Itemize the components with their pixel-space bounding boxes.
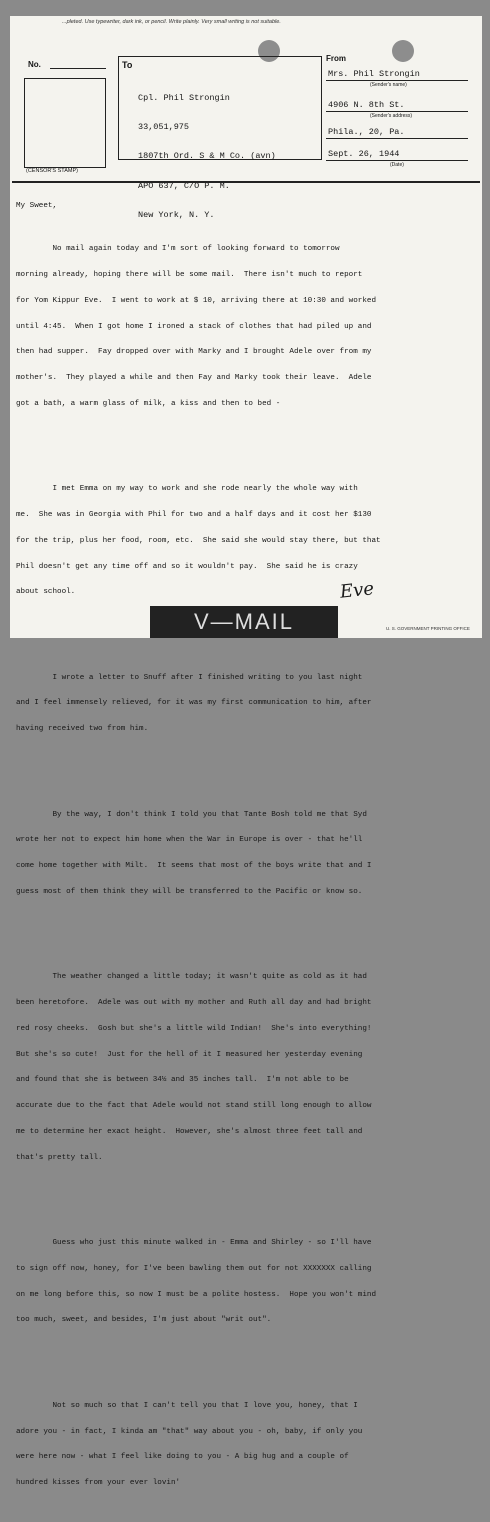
letter-line: on me long before this, so now I must be a polite hostess. Hope you won't mind — [16, 1290, 377, 1299]
form-line — [326, 80, 468, 81]
letter-line: come home together with Milt. It seems that most of the boys write that and I — [16, 862, 372, 871]
form-line — [326, 138, 468, 139]
punch-hole — [392, 40, 414, 62]
sender-address: 4906 N. 8th St. — [328, 100, 405, 110]
letter-line: then had supper. Fay dropped over with Marky and I brought Adele over from my — [16, 348, 372, 357]
letter-line: By the way, I don't think I told you that Tante Bosh told me that Syd — [16, 810, 367, 819]
salutation: My Sweet, — [16, 202, 58, 211]
letter-line: that's pretty tall. — [16, 1153, 103, 1162]
letter-line: red rosy cheeks. Gosh but she's a little wild Indian! She's into everything! — [16, 1024, 372, 1033]
vmail-banner: V—MAIL — [150, 606, 338, 638]
letter-line: I met Emma on my way to work and she rode nearly the whole way with — [16, 485, 358, 494]
letter-line: wrote her not to expect him home when the War in Europe is over - that he'll — [16, 836, 363, 845]
letter-line: No mail again today and I'm sort of looking forward to tomorrow — [16, 245, 340, 254]
letter-line: me. She was in Georgia with Phil for two and a half days and it cost her $130 — [16, 510, 372, 519]
printer-fine-print: U. S. GOVERNMENT PRINTING OFFICE — [386, 626, 470, 631]
address-line: APO 637, C/O P. M. — [138, 180, 230, 191]
letter-line: having received two from him. — [16, 725, 149, 734]
letter-line: hundred kisses from your ever lovin' — [16, 1479, 181, 1488]
letter-line: guess most of them think they will be transferred to the Pacific or know so. — [16, 887, 363, 896]
letter-line: morning already, hoping there will be some mail. There isn't much to report — [16, 270, 363, 279]
letter-line: mother's. They played a while and then Fay and Marky took their leave. Adele — [16, 374, 372, 383]
number-line — [50, 68, 106, 69]
form-line — [326, 111, 468, 112]
letter-line: until 4:45. When I got home I ironed a stack of clothes that had piled up and — [16, 322, 372, 331]
sender-name-caption: (Sender's name) — [370, 82, 407, 88]
letter-body — [16, 185, 480, 1522]
number-label: No. — [28, 60, 41, 69]
address-line: New York, N. Y. — [138, 210, 215, 221]
letter-line: to sign off now, honey, for I've been bawling them out for not XXXXXXX calling — [16, 1264, 372, 1273]
to-label: To — [122, 60, 133, 70]
from-label: From — [326, 54, 346, 63]
censor-stamp-label: (CENSOR'S STAMP) — [26, 168, 78, 174]
censor-stamp-box — [24, 78, 106, 168]
letter-line: been heretofore. Adele was out with my mother and Ruth all day and had bright — [16, 999, 372, 1008]
letter-paragraph — [16, 228, 480, 426]
address-line: 1807th Ord. S & M Co. (avn) — [138, 151, 276, 162]
letter-line: and I feel immensely relieved, for it was my first communication to him, after — [16, 699, 372, 708]
letter-line: Guess who just this minute walked in - Emma and Shirley - so I'll have — [16, 1239, 372, 1248]
letter-line: for Yom Kippur Eve. I went to work at $ 10, arriving there at 10:30 and worked — [16, 296, 377, 305]
letter-paragraph — [16, 1385, 480, 1505]
letter-paragraph — [16, 1222, 480, 1342]
vmail-sheet — [10, 16, 482, 1488]
sender-city: Phila., 20, Pa. — [328, 127, 405, 137]
letter-line: me to determine her exact height. However, she's almost three feet tall and — [16, 1127, 363, 1136]
letter-line: Not so much so that I can't tell you that I love you, honey, that I — [16, 1401, 358, 1410]
letter-line: got a bath, a warm glass of milk, a kiss and then to bed - — [16, 399, 281, 408]
form-line — [326, 160, 468, 161]
letter-paragraph — [16, 793, 480, 913]
letter-line: and found that she is between 34½ and 35 inches tall. I'm not able to be — [16, 1076, 349, 1085]
letter-line: too much, sweet, and besides, I'm just about "writ out". — [16, 1316, 272, 1325]
letter-line: Phil doesn't get any time off and so it wouldn't pay. She said he is crazy — [16, 562, 358, 571]
sender-address-caption: (Sender's address) — [370, 113, 413, 119]
letter-line: about school. — [16, 588, 76, 597]
date-caption: (Date) — [390, 162, 404, 168]
header-divider — [12, 181, 480, 183]
sender-name: Mrs. Phil Strongin — [328, 69, 420, 79]
address-line: 33,051,975 — [138, 121, 190, 132]
letter-paragraph — [16, 468, 480, 614]
form-instructions: ...pleted. Use typewriter, dark ink, or pencil. Write plainly. Very small writing is not suitable. — [62, 19, 281, 25]
letter-line: adore you - in fact, I kinda am "that" way about you - oh, baby, if only you — [16, 1427, 363, 1436]
letter-date: Sept. 26, 1944 — [328, 149, 400, 159]
letter-line: accurate due to the fact that Adele would not stand still long enough to allow — [16, 1102, 372, 1111]
letter-line: I wrote a letter to Snuff after I finished writing to you last night — [16, 673, 363, 682]
letter-line: But she's so cute! Just for the hell of it I measured her yesterday evening — [16, 1050, 363, 1059]
letter-line: were here now - what I feel like doing to you - A big hug and a couple of — [16, 1453, 349, 1462]
address-line: Cpl. Phil Strongin — [138, 92, 230, 103]
letter-paragraph — [16, 956, 480, 1179]
letter-paragraph — [16, 656, 480, 751]
handwritten-signature: Eve — [338, 578, 375, 603]
letter-line: for the trip, plus her food, room, etc. She said she would stay there, but that — [16, 536, 381, 545]
letter-line: The weather changed a little today; it wasn't quite as cold as it had — [16, 973, 367, 982]
